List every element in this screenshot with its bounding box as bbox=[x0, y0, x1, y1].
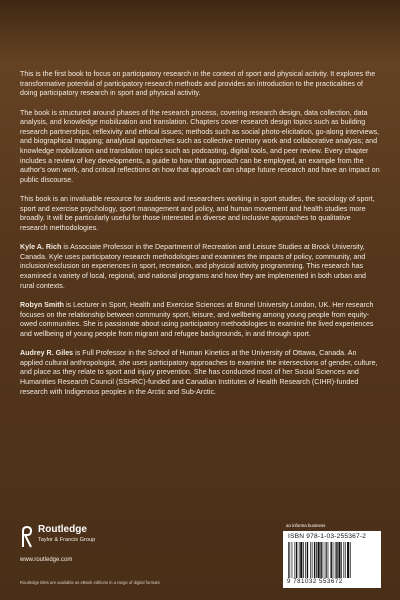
author-bio-3 bbox=[20, 349, 380, 397]
barcode-icon bbox=[287, 542, 377, 578]
blurb-paragraph-1: This is the first book to focus on participatory research in the context of sport and physical activity. It explores the transformative potential of participatory research methods and provides an introduction to the practicalities of doing participatory research in sport and physical activity. bbox=[20, 70, 376, 98]
barcode-bar bbox=[288, 542, 289, 578]
barcode-bar bbox=[320, 542, 321, 578]
author-bio-text: is Associate Professor in the Department of Recreation and Leisure Studies at Brock University, Canada. Kyle uses participatory research methodologies and examines the impacts of policy, community, and inclusion/exclusion on experiences in sport, recreation, and physical activity programming. This research has examined a variety of local, regional, and national programs and how they are implemented in both urban and rural contexts. bbox=[20, 243, 367, 290]
barcode-bar bbox=[294, 542, 295, 578]
barcode-bar bbox=[323, 542, 324, 578]
author-name: Kyle A. Rich bbox=[20, 243, 62, 252]
publisher-name: Routledge bbox=[38, 524, 87, 535]
barcode-bar bbox=[296, 542, 297, 578]
barcode-bar bbox=[318, 542, 320, 578]
barcode-bar bbox=[289, 542, 290, 578]
author-name: Robyn Smith bbox=[20, 301, 64, 310]
barcode-bar bbox=[335, 542, 336, 578]
barcode-bar bbox=[314, 542, 315, 578]
barcode-bar bbox=[341, 542, 342, 578]
barcode-bar bbox=[303, 542, 304, 578]
author-bio-text: is Lecturer in Sport, Health and Exercise Sciences at Brunel University London, UK. Her research focuses on the relationship between community sport, leisure, and wellbeing among young people from equity-owed communities. She is passionate about using participatory methodologies to examine the lived experiences and wellbeing of young people from migrant and refugee backgrounds, in and through sport. bbox=[20, 301, 374, 338]
barcode-bar bbox=[316, 542, 317, 578]
publisher-group: Taylor & Francis Group bbox=[38, 537, 96, 543]
barcode-bar bbox=[338, 542, 340, 578]
isbn-label: ISBN 978-1-03-255367-2 bbox=[288, 533, 367, 540]
barcode-bar bbox=[343, 542, 344, 578]
barcode-bar bbox=[300, 542, 302, 578]
author-bio-2 bbox=[20, 301, 380, 339]
barcode-digits: 9 781032 553672 bbox=[287, 578, 343, 585]
blurb-paragraph-2: The book is structured around phases of the research process, covering research design, data collection, data analysis, and knowledge mobilization and translation. Chapters cover research design topics such as building research partnerships, reflexivity and ethical issues; methods such as social photo-elicitation, go-along interviews, and biographical mapping; analytical approaches such as collective memory work and collaborative analysis; and knowledge mobilization and translation topics such as podcasting, digital tools, and peer review. Every chapter includes a review of key developments, a guide to how that approach can be employed, an example from the author's own work, and critical reflections on how that approach can shape future research and have an impact on public discourse. bbox=[20, 108, 380, 184]
barcode-bar bbox=[350, 542, 351, 578]
isbn-barcode bbox=[283, 531, 381, 588]
barcode-bar bbox=[312, 542, 313, 578]
top-shade bbox=[0, 0, 400, 62]
barcode-bar bbox=[310, 542, 311, 578]
barcode-bar bbox=[307, 542, 308, 578]
author-name: Audrey R. Giles bbox=[20, 349, 74, 358]
blurb-text bbox=[20, 70, 380, 407]
barcode-bar bbox=[326, 542, 327, 578]
barcode-bar bbox=[328, 542, 329, 578]
barcode-bar bbox=[330, 542, 331, 578]
publisher-url: www.routledge.com bbox=[20, 557, 73, 563]
ebook-note: Routledge titles are available as eBook editions in a range of digital formats bbox=[20, 580, 160, 585]
barcode-bar bbox=[333, 542, 334, 578]
author-bio-1 bbox=[20, 243, 380, 291]
barcode-bar bbox=[336, 542, 337, 578]
barcode-bar bbox=[305, 542, 306, 578]
blurb-paragraph-3: This book is an invaluable resource for students and researchers working in sport studies, the sociology of sport, sport and exercise psychology, sport management and policy, and human movement and health studies more broadly. It will be particularly useful for those interested in diverse and inclusive approaches to qualitative research methodologies. bbox=[20, 195, 375, 232]
barcode-bar bbox=[347, 542, 349, 578]
author-bio-text: is Full Professor in the School of Human Kinetics at the University of Ottawa, Canada. An applied cultural anthropologist, she uses participatory approaches to examine the intersections of gender, culture, and place as they relate to sport and injury prevention. She has conducted most of her Social Sciences and Humanities Research Council (SSHRC)-funded and Canadian Institutes of Health Research (CIHR)-funded research with Indigenous peoples in the Arctic and Sub-Arctic. bbox=[20, 349, 378, 396]
barcode-bar bbox=[292, 542, 293, 578]
routledge-logo-icon bbox=[20, 526, 34, 548]
barcode-bar bbox=[299, 542, 300, 578]
informa-tag: an informa business bbox=[286, 523, 326, 528]
barcode-bar bbox=[345, 542, 346, 578]
barcode-bar bbox=[325, 542, 326, 578]
